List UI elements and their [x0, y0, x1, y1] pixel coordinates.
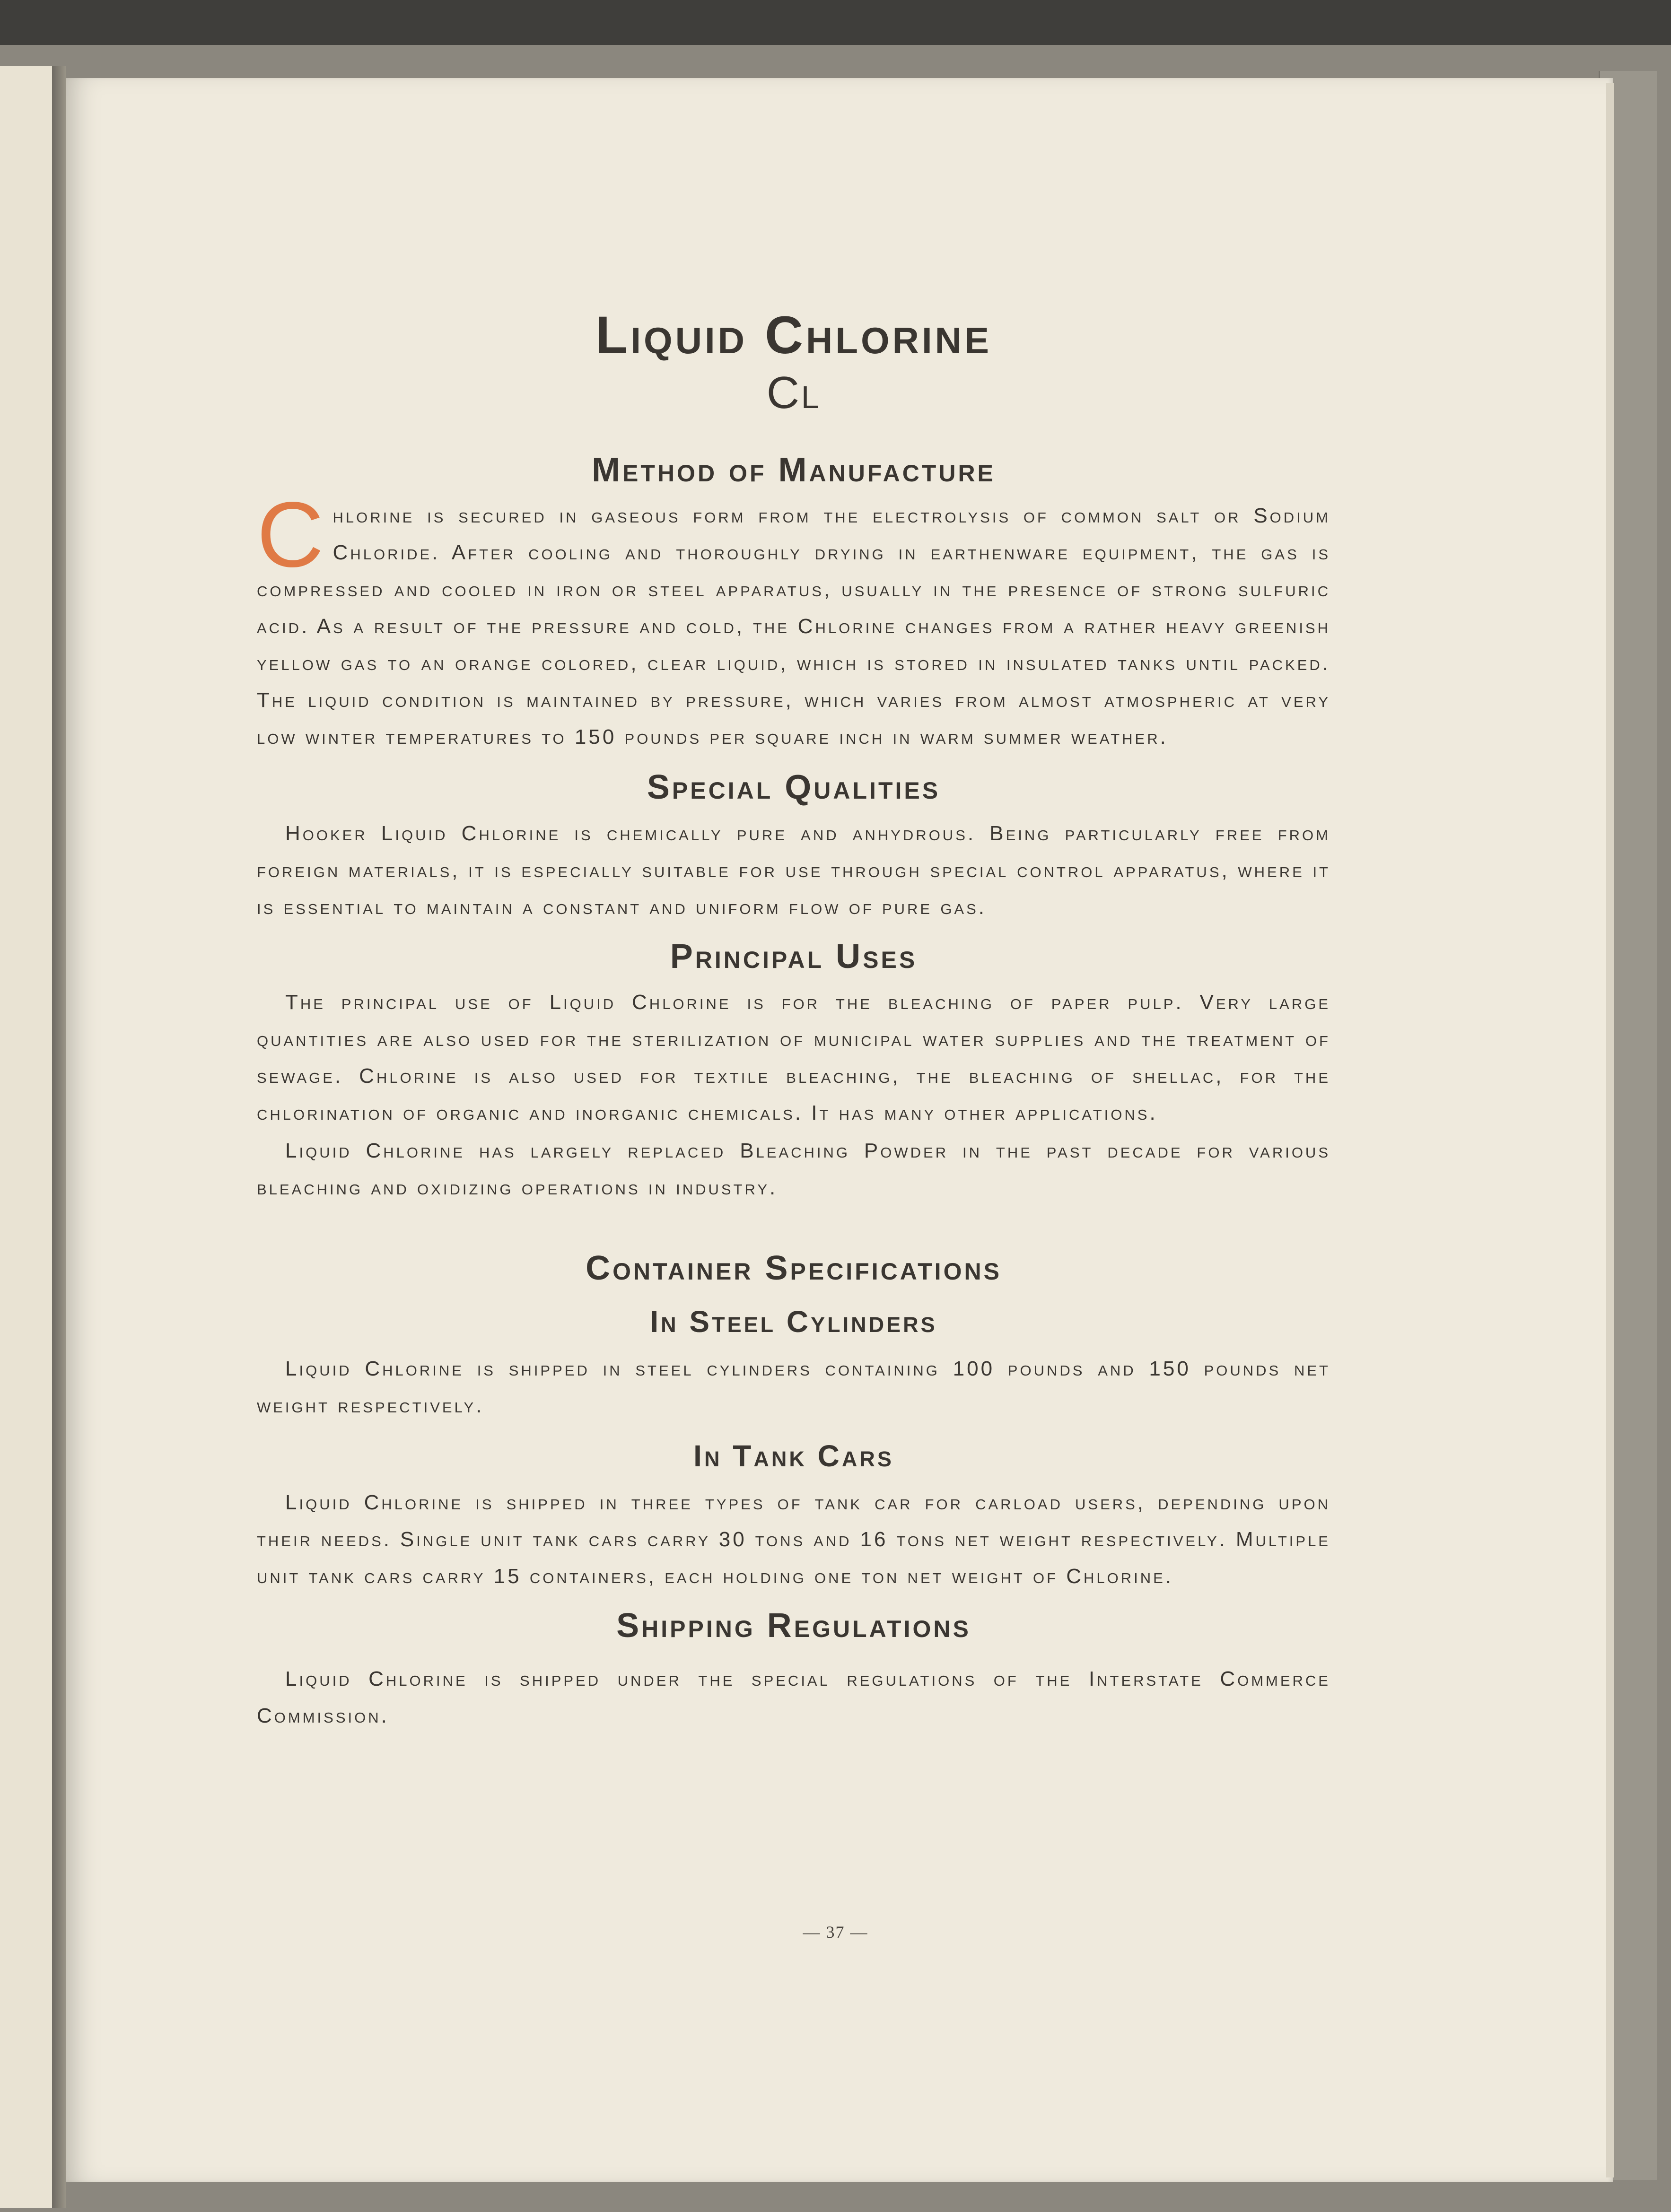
paragraph-principal-uses-2: Liquid Chlorine has largely replaced Bleaching Powder in the past decade for various bleaching and oxidizing operations in industry.: [257, 1139, 1330, 1199]
page-title: Liquid Chlorine: [595, 305, 992, 365]
manufacture-text: hlorine is secured in gaseous form from the electrolysis of common salt or Sodium Chloride. After cooling and thoroughly drying in earthenware equipment, the gas is compressed and cooled in iron or steel apparatus, usually in the presence of strong sulfuric acid. As a result of the pressure and cold, the Chlorine changes from a rather heavy greenish yellow gas to an orange colored, clear liquid, which is stored in insulated tanks until packed. The liquid condition is maintained by pressure, which varies from almost atmospheric at very low winter temperatures to 150 pounds per square inch in warm summer weather.: [257, 504, 1330, 749]
chemical-formula: Cl: [766, 367, 821, 418]
heading-manufacture: Method of Manufacture: [592, 451, 996, 489]
heading-shipping-regulations: Shipping Regulations: [616, 1606, 971, 1645]
subheading-tank-cars: In Tank Cars: [693, 1439, 894, 1473]
heading-special-qualities: Special Qualities: [647, 768, 941, 807]
heading-principal-uses: Principal Uses: [670, 937, 918, 975]
book-gutter: [52, 66, 66, 2208]
heading-container-specifications: Container Specifications: [586, 1249, 1002, 1287]
subheading-steel-cylinders: In Steel Cylinders: [650, 1304, 937, 1339]
paragraph-manufacture: [257, 483, 1330, 756]
page-edge: [1606, 83, 1614, 2177]
page-number: — 37 —: [803, 1923, 868, 1942]
paragraph-tank-cars: Liquid Chlorine is shipped in three types of tank car for carload users, depending upon their needs. Single unit tank cars carry 30 tons and 16 tons net weight respectively. Multiple unit tank cars carry 15 containers, each holding one ton net weight of Chlorine.: [257, 1490, 1330, 1588]
paragraph-principal-uses: The principal use of Liquid Chlorine is for the bleaching of paper pulp. Very large quantities are also used for the sterilization of municipal water supplies and the treatment of sewage. Chlorine is also used for textile bleaching, the bleaching of shellac, for the chlorination of organic and inorganic chemicals. It has many other applications.: [257, 990, 1330, 1124]
paragraph-special-qualities: Hooker Liquid Chlorine is chemically pure and anhydrous. Being particularly free from foreign materials, it is especially suitable for use through special control apparatus, where it is essential to maintain a constant and uniform flow of pure gas.: [257, 821, 1330, 919]
drop-cap: C: [257, 483, 326, 587]
page-content: [257, 307, 1330, 1734]
paragraph-steel-cylinders: Liquid Chlorine is shipped in steel cylinders containing 100 pounds and 150 pounds net weight respectively.: [257, 1357, 1330, 1418]
facing-page-edge: [0, 66, 55, 2208]
paragraph-shipping-regulations: Liquid Chlorine is shipped under the special regulations of the Interstate Commerce Commission.: [257, 1667, 1330, 1727]
